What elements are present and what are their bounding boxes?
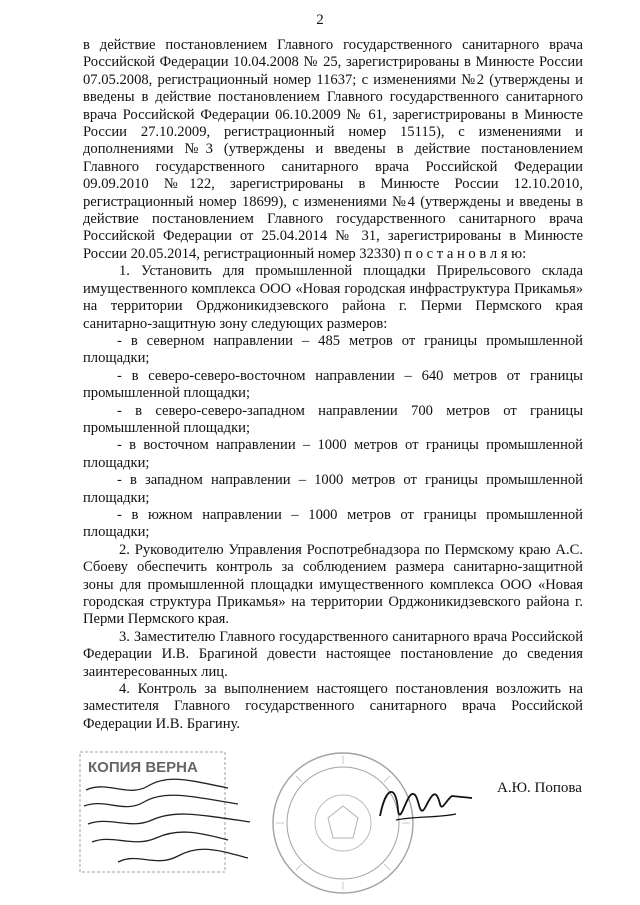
svg-text:КОПИЯ ВЕРНА: КОПИЯ ВЕРНА bbox=[88, 759, 198, 776]
zone-nne: - в северо-северо-восточном направлении – 640 метров от границы промышленной площадки; bbox=[83, 367, 583, 402]
zone-west: - в западном направлении – 1000 метров от границы промышленной площадки; bbox=[83, 472, 583, 506]
zone-south: - в южном направлении – 1000 метров от границы промышленной площадки; bbox=[83, 506, 583, 541]
signature bbox=[376, 776, 476, 841]
clause-4: 4. Контроль за выполнением настоящего постановления возложить на заместителя Главного государственного санитарного врача Российской Федерации И.В. Брагину. bbox=[83, 681, 583, 732]
clause-3: 3. Заместителю Главного государственного санитарного врача Российской Федерации И.В. Брагиной довести настоящее постановление до сведения заинтересованных лиц. bbox=[83, 628, 583, 680]
page-number: 2 bbox=[316, 12, 324, 28]
zone-nnw: - в северо-северо-западном направлении 700 метров от границы промышленной площадки; bbox=[83, 402, 583, 436]
copy-certified-stamp bbox=[78, 750, 258, 905]
zone-north: - в северном направлении – 485 метров от границы промышленной площадки; bbox=[83, 332, 583, 367]
clause-1: 1. Установить для промышленной площадки Прирельсового склада имущественного комплекса ООО «Новая городская инфраструктура Прикамья» на территории Орджоникидзевского района г. Перми Пермского края санитарно-защитную зону следующих размеров: bbox=[83, 263, 583, 332]
zone-east: - в восточном направлении – 1000 метров от границы промышленной площадки; bbox=[83, 437, 583, 471]
clause-2: 2. Руководителю Управления Роспотребнадзора по Пермскому краю А.С. Сбоеву обеспечить контроль за соблюдением размера санитарно-защитной зоны для промышленной площадки имущественного комплекса ООО «Новая городская структура Прикамья» на территории Орджоникидзевского района г. Перми Пермского края. bbox=[83, 541, 583, 628]
preamble-paragraph: в действие постановлением Главного государственного санитарного врача Российской Федерации 10.04.2008 № 25, зарегистрированы в Минюсте России 07.05.2008, регистрационный номер 11637; с изменениями №2 (утверждены и введены в действие постановлением Главного государственного санитарного врача Российской Федерации 06.10.2009 № 61, зарегистрированы в Минюсте России 27.10.2009, регистрационный номер 15115), с изменениями и дополнениями №3 (утверждены и введены в действие постановлением Главного государственного санитарного врача Российской Федерации 09.09.2010 №122, зарегистрированы в Минюсте России 12.10.2010, регистрационный номер 18699), с изменениями №4 (утверждены и введены в действие постановлением Главного государственного санитарного врача Российской Федерации от 25.04.2014 № 31, зарегистрированы в Минюсте России 20.05.2014, регистрационный номер 32330) п о с т а н о в л я ю: bbox=[83, 37, 583, 262]
signer-name: А.Ю. Попова bbox=[497, 780, 582, 796]
document-body bbox=[83, 37, 583, 733]
signature-area bbox=[0, 748, 640, 905]
